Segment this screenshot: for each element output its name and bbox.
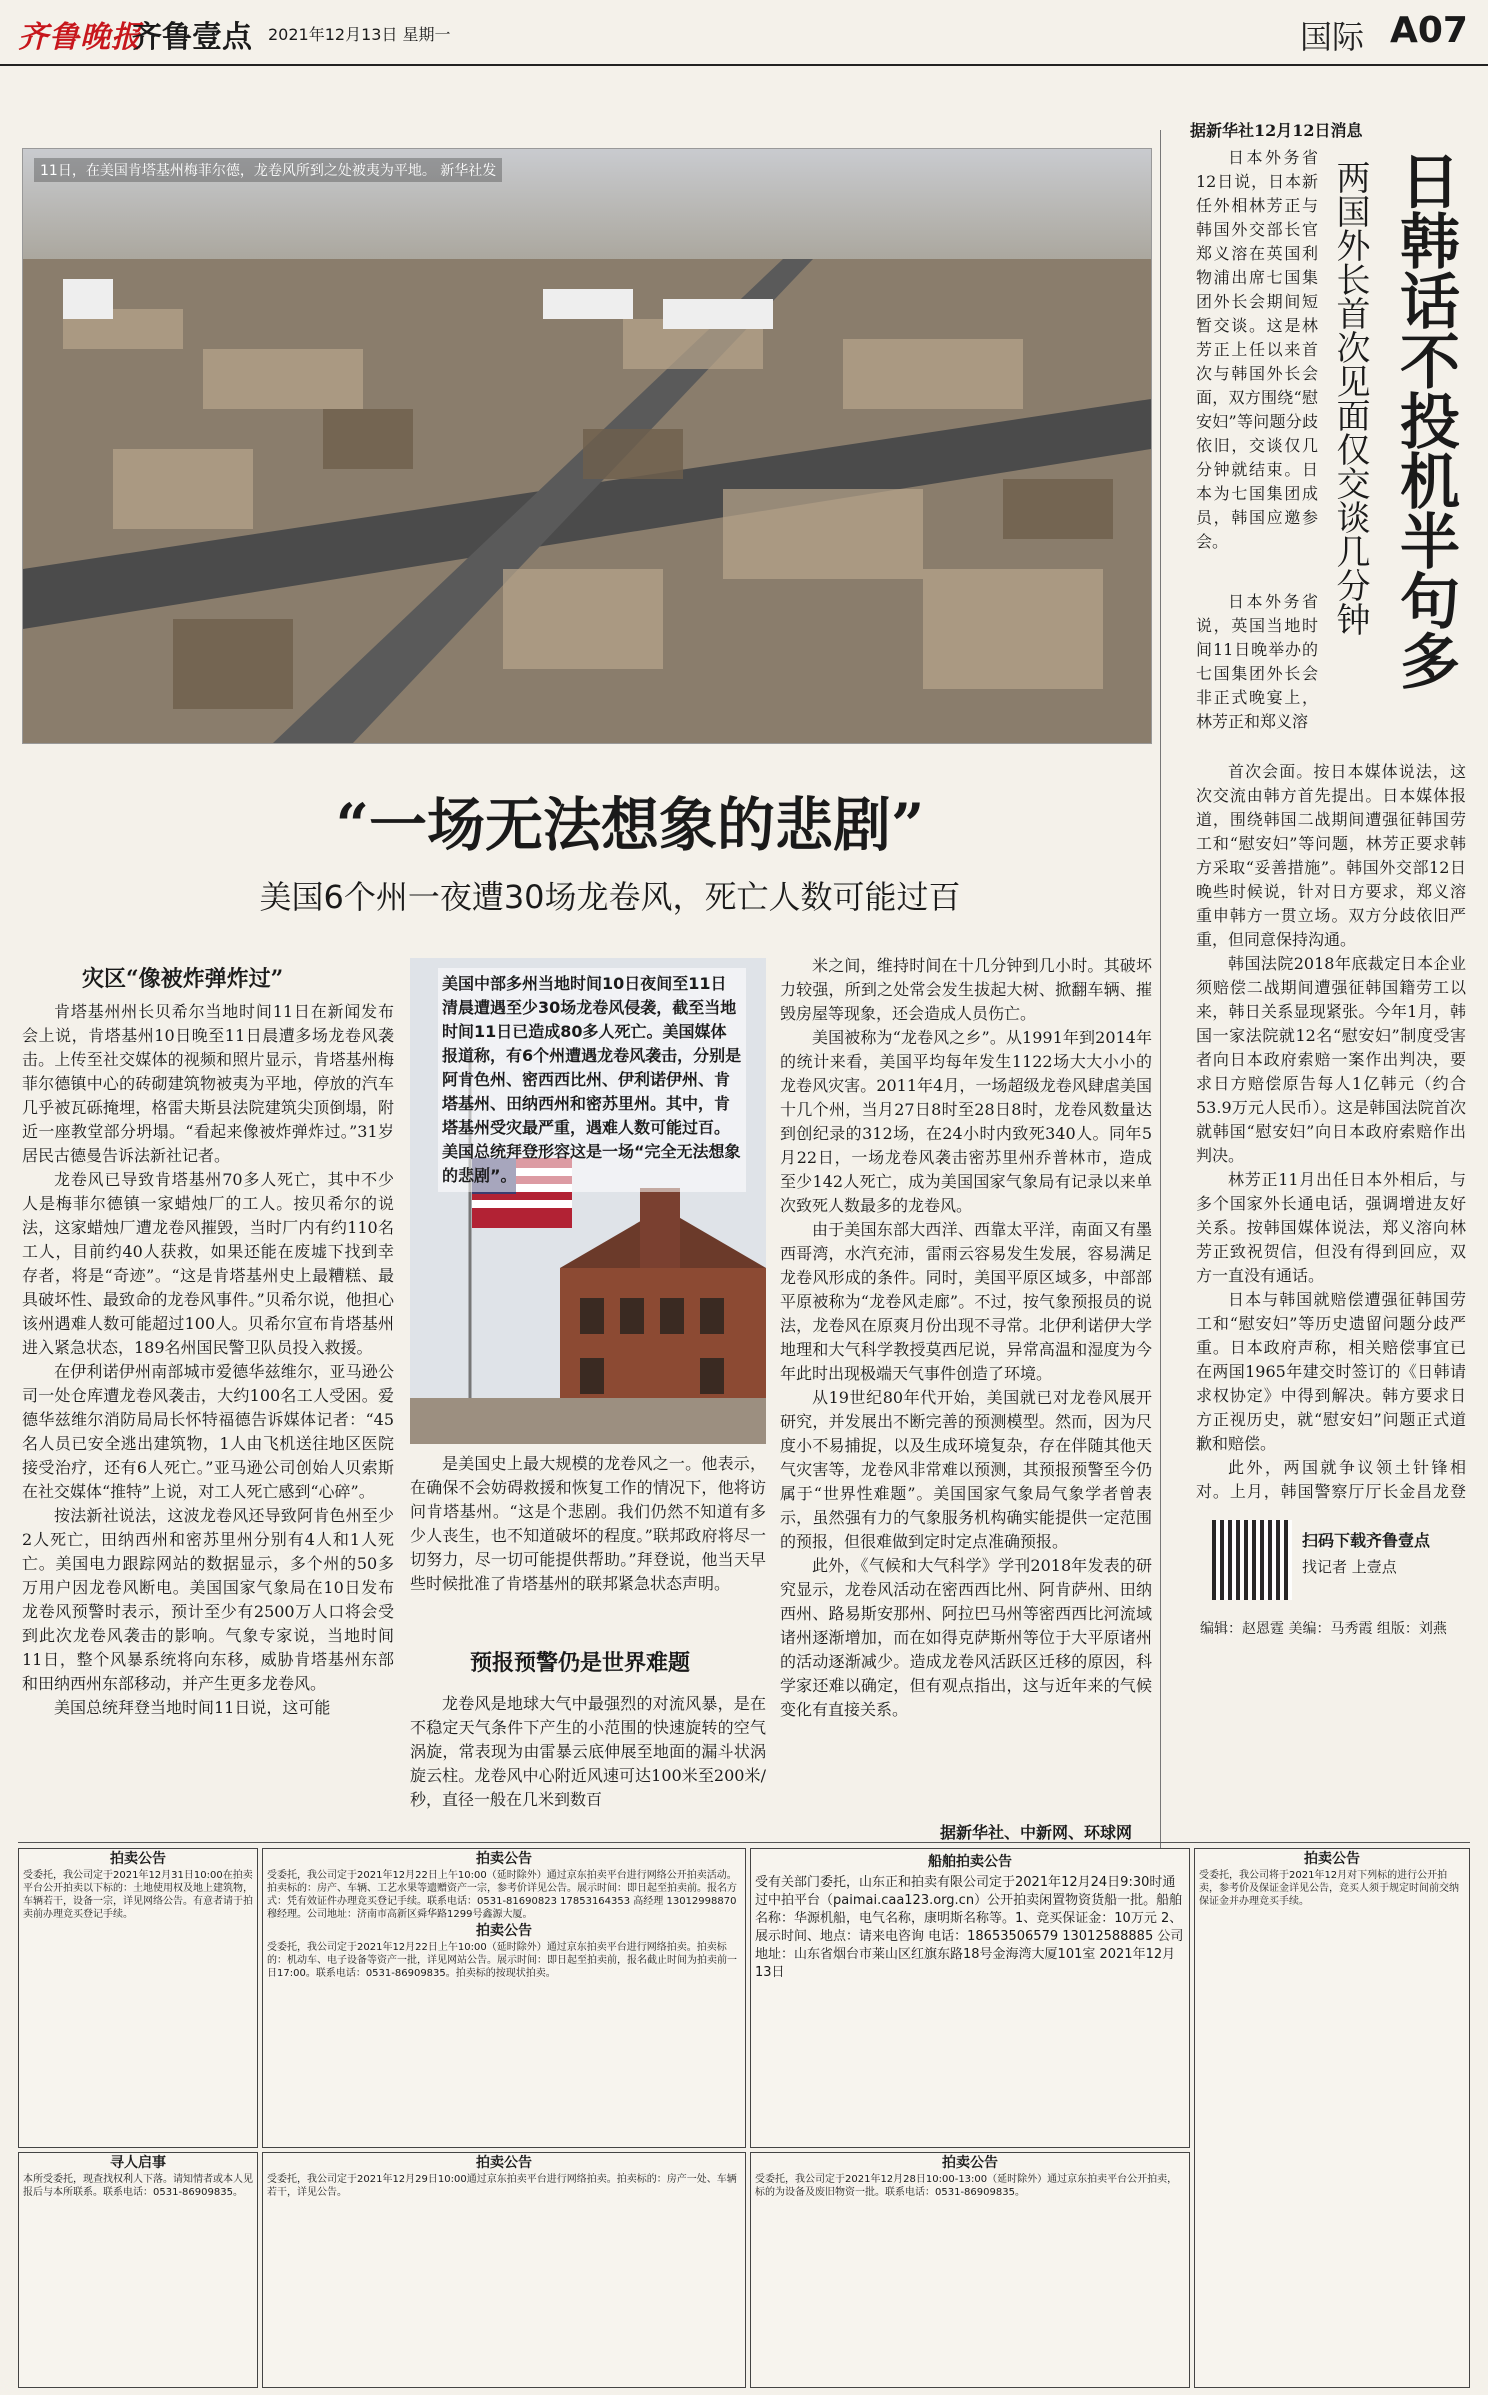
- paragraph: 肯塔基州州长贝希尔当地时间11日在新闻发布会上说，肯塔基州10日晚至11日晨遭多场龙卷风袭击。上传至社交媒体的视频和照片显示，肯塔基州梅菲尔德镇中心的砖砌建筑物被夷为平地，停放的汽车几乎被瓦砾掩埋，格雷夫斯县法院建筑尖顶倒塌，附近一座教堂部分坍塌。“看起来像被炸弹炸过。”31岁居民古德曼告诉法新社记者。: [22, 1002, 394, 1165]
- brand-logo-2: 齐鲁壹点: [132, 20, 252, 55]
- paragraph: 由于美国东部大西洋、西靠太平洋，南面又有墨西哥湾，水汽充沛，雷雨云容易发生发展，容易满足龙卷风形成的条件。同时，美国平原区域多，中部部平原被称为“龙卷风走廊”。不过，按气象预报员的说法，龙卷风在原爽月份出现不寻常。北伊利诺伊大学地理和大气科学教授莫西尼说，异常高温和湿度为今年此时出现极端天气事件创造了环境。: [780, 1220, 1152, 1383]
- article-column-2b: [410, 1692, 766, 1826]
- paragraph: 龙卷风是地球大气中最强烈的对流风暴，是在不稳定天气条件下产生的小范围的快速旋转的空气涡旋，常表现为由雷暴云底伸展至地面的漏斗状涡旋云柱。龙卷风中心附近风速可达100米至200米/秒，直径一般在几米到数百: [410, 1694, 766, 1809]
- inset-summary: 美国中部多州当地时间10日夜间至11日清晨遭遇至少30场龙卷风侵袭，截至当地时间11日已造成80多人死亡。美国媒体报道称，有6个州遭遇龙卷风袭击，分别是阿肯色州、密西西比州、伊利诺伊州、肯塔基州、田纳西州和密苏里州。其中，肯塔基州受灾最严重，遇难人数可能过百。美国总统拜登形容这是一场“完全无法想象的悲剧”。: [438, 968, 746, 1192]
- ad-title: 拍卖公告: [476, 1851, 532, 1867]
- ad-title: 寻人启事: [110, 2155, 166, 2171]
- main-headline: “一场无法想象的悲剧”: [335, 791, 925, 859]
- column-divider: [1160, 130, 1161, 1850]
- paragraph: 韩国法院2018年底裁定日本企业须赔偿二战期间遭强征韩国籍劳工以来，韩日关系显现紧张。今年1月，韩国一家法院就12名“慰安妇”制度受害者向日本政府索赔一案作出判决，要求日方赔偿原告每人1亿韩元（约合53.9万元人民币）。这是韩国法院首次就韩国“慰安妇”向日本政府索赔作出判决。: [1196, 954, 1466, 1165]
- ad-notice: [262, 1848, 746, 2148]
- brand-logo: 齐鲁晚报: [18, 20, 142, 55]
- article-column-1: [22, 1000, 394, 1826]
- main-subheadline: 美国6个州一夜遭30场龙卷风，死亡人数可能过百: [259, 878, 961, 916]
- ad-text: 受委托，我公司将于2021年12月对下列标的进行公开拍卖，参考价及保证金详见公告，竞买人须于规定时间前交纳保证金并办理竞买手续。: [1199, 1870, 1459, 1907]
- qr-code[interactable]: [1212, 1520, 1292, 1600]
- paragraph: 此外，《气候和大气科学》学刊2018年发表的研究显示，龙卷风活动在密西西比州、阿肯萨州、田纳西州、路易斯安那州、阿拉巴马州等密西西比河流域诸州逐渐增加，而在如得克萨斯州等位于大平原诸州的活动逐渐减少。造成龙卷风活跃区迁移的原因，科学家还难以确定，但有观点指出，这与近年来的气候变化有直接关系。: [780, 1556, 1152, 1719]
- photo-caption: 11日，在美国肯塔基州梅菲尔德，龙卷风所到之处被夷为平地。 新华社发: [34, 158, 502, 182]
- ad-title: 拍卖公告: [1304, 1851, 1360, 1867]
- paragraph: 从19世纪80年代开始，美国就已对龙卷风展开研究，并发展出不断完善的预测模型。然而，因为尺度小不易捕捉，以及生成环境复杂，存在伴随其他天气灾害等，龙卷风非常难以预测，其预报预警至今仍属于“世界性难题”。美国国家气象局气象学者曾表示，虽然强有力的气象服务机构确实能提供一定范围的预报，但很难做到定时定点准确预报。: [780, 1388, 1152, 1551]
- section-heading-1: 灾区“像被炸弹炸过”: [82, 966, 284, 992]
- sidebar-lead: [1196, 146, 1318, 586]
- sidebar-body: [1196, 760, 1466, 1500]
- ad-notice-0: 拍卖公告 受委托，我公司定于2021年12月22日上午10:00（延时除外）通过京东拍卖平台进行网络拍卖。拍卖标的：机动车、电子设备等资产一批，详见网站公告。展示时间：即日起至拍卖前，报名截止时间为拍卖前一日17:00。联系电话：0531-86909835。拍卖标的按现状拍卖。: [267, 1921, 741, 1980]
- editor-credits: 编辑：赵恩霆 美编：马秀霞 组版：刘燕: [1200, 1621, 1447, 1637]
- ad-title: 拍卖公告: [942, 2155, 998, 2171]
- paragraph: 日本外务省说，英国当地时间11日晚举办的七国集团外长会非正式晚宴上，林芳正和郑义溶: [1196, 592, 1318, 731]
- section-heading-2: 预报预警仍是世界难题: [470, 1650, 691, 1676]
- ad-notice: [1194, 1848, 1470, 2388]
- sidebar-headline: 日韩话不投机半句多: [1390, 150, 1460, 690]
- ads-divider: [18, 1842, 1470, 1843]
- photo-illustration: [23, 149, 1151, 743]
- paragraph: 此外，两国就争议领土针锋相对。上月，韩国警察厅厅长金昌龙登: [1196, 1458, 1466, 1500]
- section-name: 国际: [1300, 18, 1365, 56]
- ad-text: 受委托，我公司定于2021年12月29日10:00通过京东拍卖平台进行网络拍卖。拍卖标的：房产一处、车辆若干，详见公告。: [267, 2174, 737, 2198]
- qr-caption-1: 扫码下载齐鲁壹点: [1302, 1531, 1431, 1550]
- sidebar-subheadline: 两国外长首次见面仅交谈几分钟: [1330, 160, 1370, 636]
- ad-title: 船舶拍卖公告: [928, 1854, 1012, 1870]
- paragraph: 美国总统拜登当地时间11日说，这可能: [54, 1698, 331, 1717]
- paragraph: 龙卷风已导致肯塔基州70多人死亡，其中不少人是梅菲尔德镇一家蜡烛厂的工人。按贝希尔的说法，这家蜡烛厂遭龙卷风摧毁，当时厂内有约110名工人，目前约40人获救，如果还能在废墟下找到幸存者，将是“奇迹”。“这是肯塔基州史上最糟糕、最具破坏性、最致命的龙卷风事件。”贝希尔说，他担心该州遇难人数可能超过100人。贝希尔宣布肯塔基州进入紧急状态，189名州国民警卫队员投入救援。: [22, 1170, 394, 1357]
- issue-date: 2021年12月13日 星期一: [268, 25, 451, 44]
- ad-text: 受委托，我公司定于2021年12月22日上午10:00（延时除外）通过京东拍卖平台进行网络公开拍卖活动。拍卖标的：房产、车辆、工艺水果等遗赠资产一宗，参考价详见公告。展示时间：即日起至拍卖前。报名方式：凭有效证件办理竞买登记手续。联系电话：0531-81690823 17853164353 高经理 13012998870 穆经理。公司地址：济南市高新区舜华路1299号鑫源大厦。: [267, 1870, 737, 1920]
- ad-title: 拍卖公告: [476, 2155, 532, 2171]
- sidebar-lead-2: [1196, 590, 1318, 760]
- ad-text: 受委托，我公司定于2021年12月31日10:00在拍卖平台公开拍卖以下标的：土地使用权及地上建筑物，车辆若干，设备一宗，详见网络公告。有意者请于拍卖前办理竞买登记手续。: [23, 1870, 253, 1920]
- paragraph: 首次会面。按日本媒体说法，这次交流由韩方首先提出。日本媒体报道，围绕韩国二战期间遭强征韩国劳工和“慰安妇”等问题，林芳正要求韩方采取“妥善措施”。韩国外交部12日晚些时候说，针对日方要求，郑义溶重申韩方一贯立场。双方分歧依旧严重，但同意保持沟通。: [1196, 762, 1466, 949]
- paragraph: 按法新社说法，这波龙卷风还导致阿肯色州至少2人死亡，田纳西州和密苏里州分别有4人和1人死亡。美国电力跟踪网站的数据显示，多个州的50多万用户因龙卷风断电。美国国家气象局在10日发布龙卷风预警时表示，预计至少有2500万人口将会受到此次龙卷风袭击的影响。气象专家说，当地时间11日，整个风暴系统将向东移，威胁肯塔基州东部和田纳西州东部移动，并产生更多龙卷风。: [22, 1506, 394, 1693]
- article-column-2: [410, 1452, 766, 1622]
- ad-title: 拍卖公告: [110, 1851, 166, 1867]
- ad-notice: [18, 2152, 258, 2388]
- paragraph: 米之间，维持时间在十几分钟到几小时。其破坏力较强，所到之处常会发生拔起大树、掀翻车辆、摧毁房屋等现象，还会造成人员伤亡。: [780, 956, 1152, 1023]
- paragraph: 日本与韩国就赔偿遭强征韩国劳工和“慰安妇”等历史遗留问题分歧严重。日本政府声称，相关赔偿事宜已在两国1965年建交时签订的《日韩请求权协定》中得到解决。韩方要求日方正视历史，就“慰安妇”问题正式道歉和赔偿。: [1196, 1290, 1466, 1453]
- qr-caption-2: 找记者 上壹点: [1302, 1558, 1397, 1576]
- ad-notice: [18, 1848, 258, 2148]
- ad-notice: [750, 2152, 1190, 2388]
- article-source: 据新华社、中新网、环球网: [940, 1823, 1133, 1842]
- page-number: A07: [1390, 10, 1468, 51]
- sidebar-dateline: 据新华社12月12日消息: [1190, 121, 1363, 140]
- ad-notice: [750, 1848, 1190, 2148]
- paragraph: 在伊利诺伊州南部城市爱德华兹维尔，亚马逊公司一处仓库遭龙卷风袭击，大约100名工人受困。爱德华兹维尔消防局局长怀特福德告诉媒体记者：“45名人员已安全逃出建筑物，1人由飞机送往地区医院接受治疗，还有6人死亡。”亚马逊公司创始人贝索斯在社交媒体“推特”上说，对工人死亡感到“心碎”。: [22, 1362, 394, 1501]
- ad-text: 本所受委托，现查找权利人下落。请知情者或本人见报后与本所联系。联系电话：0531-86909835。: [23, 2174, 253, 2198]
- paragraph: 美国被称为“龙卷风之乡”。从1991年到2014年的统计来看，美国平均每年发生1122场大大小小的龙卷风灾害。2011年4月，一场超级龙卷风肆虐美国十几个州，当月27日8时至28日8时，龙卷风数量达到创纪录的312场，在24小时内致死340人。同年5月22日，一场龙卷风袭击密苏里州乔普林市，造成至少142人死亡，成为美国国家气象局有记录以来单次致死人数最多的龙卷风。: [780, 1028, 1152, 1215]
- ad-text: 受委托，我公司定于2021年12月28日10:00-13:00（延时除外）通过京东拍卖平台公开拍卖，标的为设备及废旧物资一批。联系电话：0531-86909835。: [755, 2174, 1178, 2198]
- tornado-aerial-photo: [22, 148, 1152, 744]
- ad-notice: [262, 2152, 746, 2388]
- ad-text: 受有关部门委托，山东正和拍卖有限公司定于2021年12月24日9:30时通过中拍平台（paimai.caa123.org.cn）公开拍卖闲置物资货船一批。船舶名称：华源机船，电气名称，康明斯名称等。1、竞买保证金：10万元 2、展示时间、地点：请来电咨询 电话：18653506579 13012588885 公司地址：山东省烟台市莱山区红旗东路18号金海湾大厦101室 2021年12月13日: [755, 1875, 1184, 1980]
- paragraph: 日本外务省12日说，日本新任外相林芳正与韩国外交部长官郑义溶在英国利物浦出席七国集团外长会期间短暂交谈。这是林芳正上任以来首次与韩国外长会面，双方围绕“慰安妇”等问题分歧依旧，交谈仅几分钟就结束。日本为七国集团成员，韩国应邀参会。: [1196, 148, 1318, 551]
- paragraph: 林芳正11月出任日本外相后，与多个国家外长通电话，强调增进友好关系。按韩国媒体说法，郑义溶向林芳正致祝贺信，但没有得到回应，双方一直没有通话。: [1196, 1170, 1466, 1285]
- article-column-3: [780, 954, 1152, 1814]
- paragraph: 是美国史上最大规模的龙卷风之一。他表示，在确保不会妨碍救援和恢复工作的情况下，他将访问肯塔基州。“这是个悲剧。我们仍然不知道有多少人丧生，也不知道破坏的程度。”联邦政府将尽一切努力，尽一切可能提供帮助。”拜登说，他当天早些时候批准了肯塔基州的联邦紧急状态声明。: [410, 1454, 766, 1593]
